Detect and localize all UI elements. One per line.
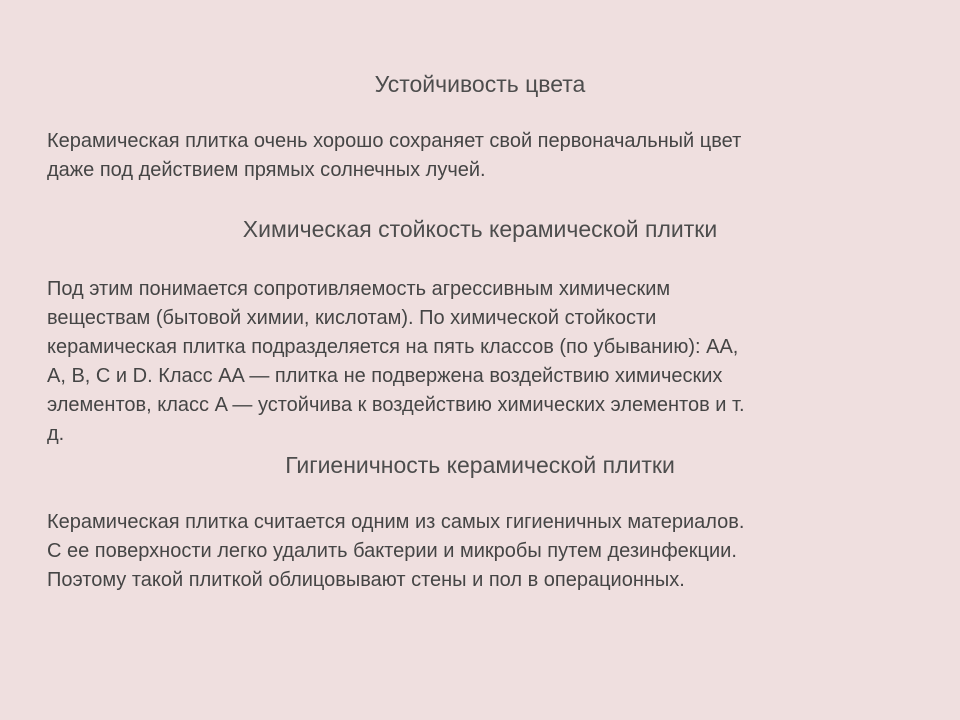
section-paragraph-hygiene: [47, 508, 917, 595]
paragraph-line: Под этим понимается сопротивляемость агрессивным химическим: [47, 278, 671, 300]
paragraph-line: A, B, C и D. Класс AA — плитка не подвержена воздействию химических: [47, 365, 723, 387]
paragraph-line: веществам (бытовой химии, кислотам). По химической стойкости: [47, 307, 657, 329]
section-heading-hygiene: Гигиеничность керамической плитки: [285, 452, 675, 478]
paragraph-line: д.: [47, 423, 65, 445]
section-heading-color-stability: Устойчивость цвета: [374, 71, 586, 97]
paragraph-line: Керамическая плитка очень хорошо сохраняет свой первоначальный цвет: [47, 130, 742, 152]
section-paragraph-color-stability: [47, 127, 917, 185]
paragraph-line: Поэтому такой плиткой облицовывают стены и пол в операционных.: [47, 569, 685, 591]
paragraph-line: Керамическая плитка считается одним из самых гигиеничных материалов.: [47, 511, 745, 533]
paragraph-line: элементов, класс A — устойчива к воздействию химических элементов и т.: [47, 394, 745, 416]
section-heading-chemical-resistance: Химическая стойкость керамической плитки: [242, 216, 718, 242]
paragraph-line: даже под действием прямых солнечных лучей.: [47, 159, 486, 181]
section-paragraph-chemical-resistance: [47, 275, 917, 449]
paragraph-line: керамическая плитка подразделяется на пять классов (по убыванию): AA,: [47, 336, 739, 358]
paragraph-line: С ее поверхности легко удалить бактерии и микробы путем дезинфекции.: [47, 540, 737, 562]
